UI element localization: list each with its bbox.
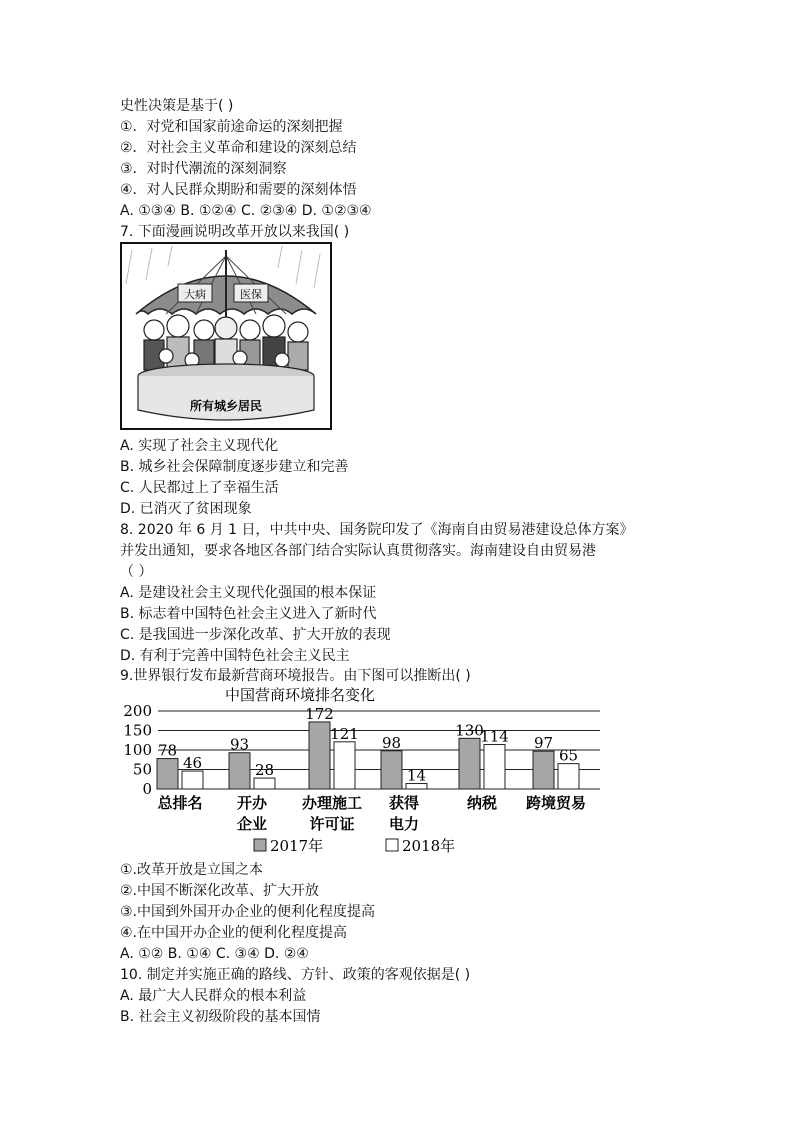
q7-option-c: C. 人民都过上了幸福生活 [120, 480, 279, 496]
q7-stem: 7. 下面漫画说明改革开放以来我国( ) [120, 224, 350, 240]
q9-option-4: ④.在中国开办企业的便利化程度提高 [120, 925, 348, 941]
data-label: 78 [157, 741, 178, 760]
data-label: 65 [558, 746, 579, 765]
y-tick-label: 200 [123, 702, 152, 720]
q10-option-b: B. 社会主义初级阶段的基本国情 [120, 1009, 321, 1025]
bar [309, 722, 330, 789]
q10-option-a: A. 最广大人民群众的根本利益 [120, 988, 307, 1004]
bar [254, 778, 275, 789]
q9-choices: A. ①② B. ①④ C. ③④ D. ②④ [120, 946, 309, 962]
legend-swatch [386, 839, 398, 851]
insurance-umbrella-cartoon [120, 242, 332, 430]
bar [484, 745, 505, 789]
q6-choices: A. ①③④ B. ①②④ C. ②③④ D. ①②③④ [120, 203, 372, 219]
q8-stem-line3: （ ） [120, 564, 153, 580]
q7-option-d: D. 已消灭了贫困现象 [120, 501, 252, 517]
q9-option-2: ②.中国不断深化改革、扩大开放 [120, 883, 320, 899]
q6-option-2: ②．对社会主义革命和建设的深刻总结 [120, 140, 357, 156]
business-environment-bar-chart [120, 684, 610, 860]
category-label: 电力 [388, 815, 420, 833]
bar [334, 742, 355, 789]
category-label: 纳税 [466, 794, 498, 812]
category-label: 跨境贸易 [525, 794, 587, 812]
data-label: 14 [406, 766, 427, 785]
data-label: 93 [229, 735, 250, 754]
q6-stem: 史性决策是基于( ) [120, 98, 234, 114]
q10-stem: 10. 制定并实施正确的路线、方针、政策的客观依据是( ) [120, 967, 471, 983]
bar [533, 751, 554, 789]
cartoon-base-label: 所有城乡居民 [189, 399, 263, 413]
category-label: 总排名 [157, 794, 203, 812]
data-label: 98 [381, 733, 402, 752]
cartoon-illustration [122, 244, 330, 428]
umbrella-label-left: 大病 [184, 288, 206, 301]
family-crowd [144, 315, 308, 371]
y-tick-label: 0 [142, 780, 152, 798]
category-label: 办理施工 [301, 794, 363, 812]
legend-label: 2017年 [270, 837, 324, 855]
bar [558, 764, 579, 789]
data-label: 97 [533, 734, 554, 753]
y-tick-label: 100 [123, 741, 152, 759]
bar [182, 771, 203, 789]
bar [381, 751, 402, 789]
q7-option-b: B. 城乡社会保障制度逐步建立和完善 [120, 459, 349, 475]
q8-stem-line1: 8. 2020 年 6 月 1 日，中共中央、国务院印发了《海南自由贸易港建设总体方案》 [120, 522, 634, 538]
data-label: 121 [330, 724, 359, 743]
q8-option-c: C. 是我国进一步深化改革、扩大开放的表现 [120, 627, 391, 643]
data-label: 28 [254, 761, 275, 780]
cartoon-base [138, 376, 314, 420]
q8-stem-line2: 并发出通知，要求各地区各部门结合实际认真贯彻落实。海南建设自由贸易港 [120, 543, 596, 559]
y-tick-label: 150 [123, 721, 152, 740]
q9-option-3: ③.中国到外国开办企业的便利化程度提高 [120, 904, 375, 920]
q7-option-a: A. 实现了社会主义现代化 [120, 438, 279, 454]
bar [459, 738, 480, 789]
chart-title: 中国营商环境排名变化 [224, 686, 376, 704]
category-label: 获得 [388, 794, 420, 812]
category-label: 企业 [236, 815, 268, 833]
bar [157, 759, 178, 789]
legend-label: 2018年 [402, 837, 456, 855]
q8-option-b: B. 标志着中国特色社会主义进入了新时代 [120, 606, 377, 622]
q6-option-1: ①．对党和国家前途命运的深刻把握 [120, 119, 343, 135]
legend-swatch [254, 839, 266, 851]
data-label: 114 [480, 727, 509, 746]
q6-option-4: ④．对人民群众期盼和需要的深刻体悟 [120, 182, 357, 198]
data-label: 172 [305, 704, 334, 723]
q6-option-3: ③．对时代潮流的深刻洞察 [120, 161, 287, 177]
y-tick-label: 50 [132, 760, 152, 779]
category-label: 许可证 [309, 815, 355, 833]
bar [229, 753, 250, 789]
umbrella-label-right: 医保 [240, 288, 262, 301]
data-label: 46 [182, 754, 203, 773]
category-label: 开办 [236, 794, 268, 812]
q9-stem: 9.世界银行发布最新营商环境报告。由下图可以推断出( ) [120, 668, 471, 684]
q8-option-a: A. 是建设社会主义现代化强国的根本保证 [120, 585, 377, 601]
data-label: 130 [455, 721, 484, 740]
q9-option-1: ①.改革开放是立国之本 [120, 862, 264, 878]
q8-option-d: D. 有利于完善中国特色社会主义民主 [120, 648, 350, 664]
